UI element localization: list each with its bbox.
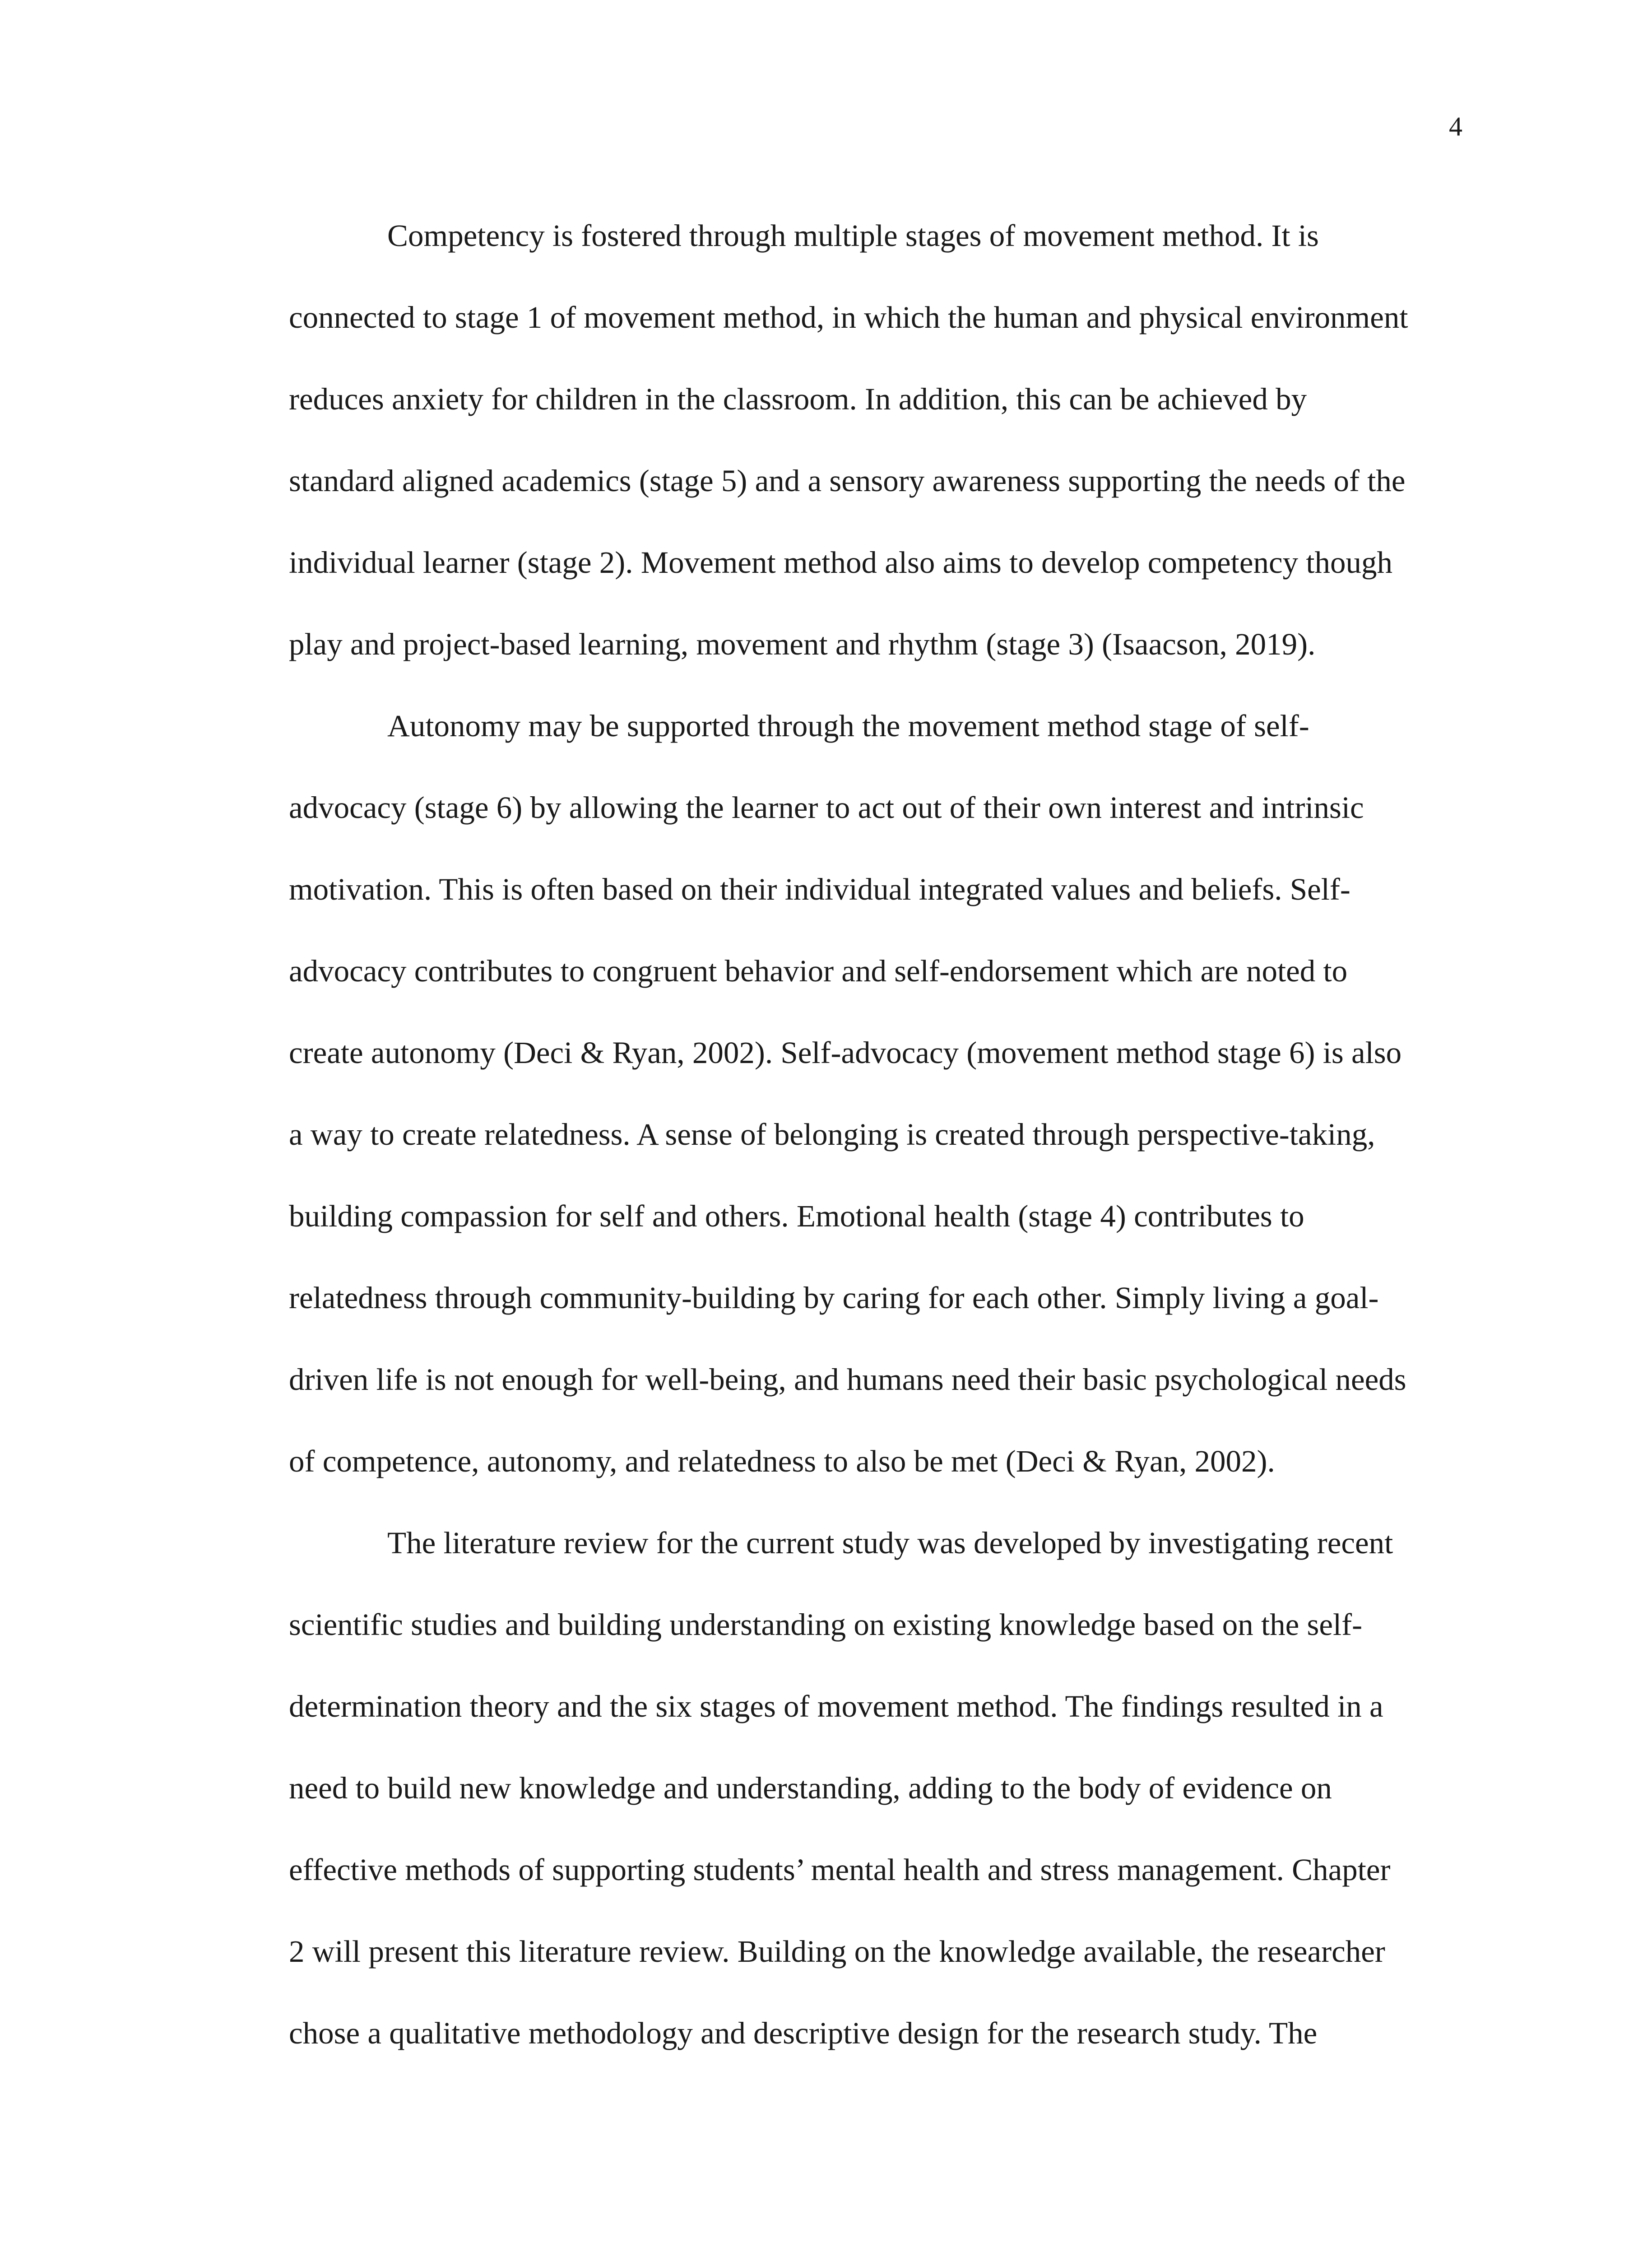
paragraph-3	[289, 1516, 1453, 2088]
text-line: Competency is fostered through multiple stages of movement method. It is	[387, 218, 1319, 253]
text-line: create autonomy (Deci & Ryan, 2002). Self-advocacy (movement method stage 6) is also	[289, 1036, 1402, 1070]
text-line: individual learner (stage 2). Movement method also aims to develop competency though	[289, 545, 1393, 580]
text-line: building compassion for self and others. Emotional health (stage 4) contributes to	[289, 1199, 1304, 1233]
text-line: a way to create relatedness. A sense of belonging is created through perspective-taking,	[289, 1117, 1375, 1152]
text-line: play and project-based learning, movement and rhythm (stage 3) (Isaacson, 2019).	[289, 627, 1316, 661]
text-line: motivation. This is often based on their individual integrated values and beliefs. Self-	[289, 872, 1350, 906]
paragraph-1	[289, 209, 1453, 699]
text-line: effective methods of supporting students’ mental health and stress management. Chapter	[289, 1853, 1391, 1887]
text-line: chose a qualitative methodology and descriptive design for the research study. The	[289, 2016, 1318, 2050]
text-line: relatedness through community-building by caring for each other. Simply living a goal-	[289, 1281, 1379, 1315]
text-line: 2 will present this literature review. Building on the knowledge available, the researcher	[289, 1934, 1385, 1969]
text-line: determination theory and the six stages of movement method. The findings resulted in a	[289, 1689, 1383, 1723]
text-line: advocacy contributes to congruent behavior and self-endorsement which are noted to	[289, 954, 1348, 988]
text-line: The literature review for the current study was developed by investigating recent	[387, 1526, 1393, 1560]
text-line: reduces anxiety for children in the classroom. In addition, this can be achieved by	[289, 382, 1307, 416]
text-line: connected to stage 1 of movement method, in which the human and physical environment	[289, 300, 1408, 334]
text-line: of competence, autonomy, and relatedness to also be met (Deci & Ryan, 2002).	[289, 1444, 1275, 1478]
body-text	[289, 209, 1453, 2088]
text-line: advocacy (stage 6) by allowing the learner to act out of their own interest and intrinsic	[289, 790, 1364, 825]
text-line: driven life is not enough for well-being, and humans need their basic psychological needs	[289, 1362, 1406, 1397]
text-line: standard aligned academics (stage 5) and a sensory awareness supporting the needs of the	[289, 464, 1406, 498]
text-line: Autonomy may be supported through the movement method stage of self-	[387, 709, 1309, 743]
paragraph-2	[289, 699, 1453, 1516]
page-number: 4	[1449, 111, 1462, 141]
text-line: scientific studies and building understanding on existing knowledge based on the self-	[289, 1607, 1363, 1642]
text-line: need to build new knowledge and understanding, adding to the body of evidence on	[289, 1771, 1332, 1805]
